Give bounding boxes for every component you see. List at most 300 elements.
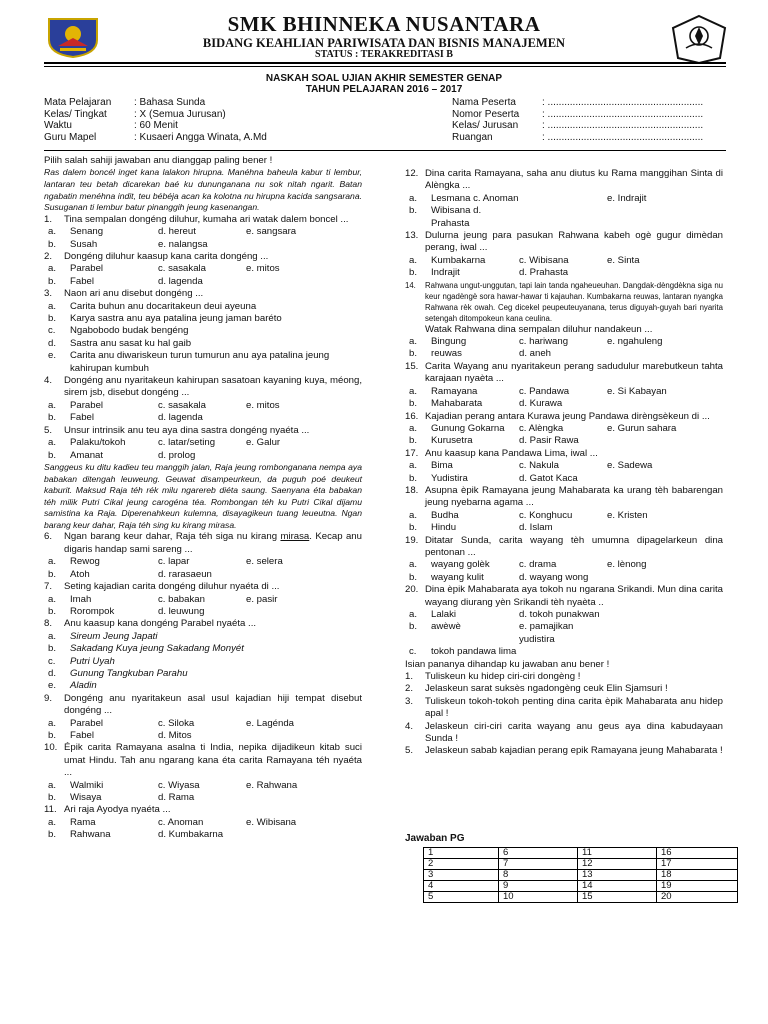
answer-grid-row (424, 848, 738, 859)
answer-option[interactable]: Gunung Gokarna (431, 422, 505, 434)
question-text: Dina èpik Mahabarata aya tokoh nu ngarana Srikandi. Mun dina carita wayang diurang yèn Srikandi tèh nyaèta .. (425, 584, 723, 608)
info-label: Guru Mapel (44, 131, 97, 143)
answer-option[interactable]: b. (409, 205, 418, 217)
answer-option[interactable]: Parabel (70, 399, 104, 411)
answer-option[interactable] (44, 656, 362, 668)
answer-option[interactable]: Wisaya (70, 792, 102, 803)
answer-option[interactable]: d. tokoh punakwan (519, 609, 600, 620)
answer-option[interactable] (246, 829, 362, 841)
reading-passage: Sanggeus ku ditu kadieu teu manggih jalan, Raja jeung rombonganana nempa aya babakan ditengah leuweung. Geuwat disampeurkeun, da puguh poé deukeut kaburit. Maksud Raja téh rék milu ngarereb diéta saung. Saenyana éta babakan téh milik Putri Cikal jeung carogéna téa. Rombongan téh ku Putri Cikal dijamu samistina ka Raja. Diperenahkeun kulemna, disayagikeun tuang leueutna. Ngan barang keur dahar, Raja téh sing ku kirang mirasa. (44, 461, 362, 530)
question-number: 11. (44, 804, 57, 816)
answer-options (405, 510, 723, 535)
question-text: Tina sempalan dongéng diluhur, kumaha ari watak dalem boncel ... (64, 213, 349, 225)
answer-option[interactable] (607, 205, 723, 230)
answer-option[interactable] (44, 643, 362, 655)
question-text: Tuliskeun ku hidep ciri-ciri dongèng ! (425, 671, 581, 683)
answer-options (44, 594, 362, 619)
answer-option[interactable]: e. Wibisana (246, 816, 297, 828)
answer-option[interactable]: a. (409, 192, 418, 204)
answer-option[interactable]: Fabel (70, 729, 94, 741)
answer-option[interactable]: c. Wibisana (519, 254, 569, 266)
answer-option[interactable]: Bingung (431, 336, 467, 348)
option-text: Carita buhun anu docaritakeun deui ayeuna (70, 300, 257, 312)
answer-option[interactable] (44, 301, 362, 313)
answer-option[interactable] (246, 450, 362, 462)
answer-option[interactable]: b. (409, 472, 418, 484)
info-row (44, 97, 267, 109)
answer-option[interactable]: e. Galur (246, 437, 281, 449)
answer-option[interactable]: Wibisana d. Prahasta (431, 205, 482, 229)
answer-option[interactable]: a. (48, 556, 57, 568)
answer-option[interactable]: b. (409, 435, 418, 447)
answer-cell[interactable]: 11 (578, 848, 657, 859)
answer-option[interactable]: Susah (70, 238, 98, 250)
answer-option[interactable]: d. hereut (158, 226, 196, 238)
answer-option[interactable]: e. pamajikan yudistira (519, 621, 574, 645)
answer-option[interactable]: Hindu (431, 522, 457, 534)
answer-option[interactable]: a. (409, 509, 418, 521)
answer-option[interactable] (44, 680, 362, 692)
answer-option[interactable]: e. Indrajit (607, 192, 647, 204)
answer-option[interactable] (246, 276, 362, 288)
answer-option[interactable]: c. drama (519, 559, 557, 571)
info-value: : ........................................................ (542, 120, 704, 132)
answer-option[interactable] (607, 398, 723, 410)
answer-option[interactable]: d. Rama (158, 792, 195, 803)
answer-option[interactable]: d. wayang wong (519, 571, 589, 583)
answer-option[interactable]: e. Rahwana (246, 779, 298, 791)
answer-option[interactable]: a. (409, 254, 418, 266)
answer-option[interactable]: e. Kristen (607, 509, 648, 521)
answer-option[interactable]: c. Wiyasa (158, 779, 200, 791)
answer-cell[interactable]: 20 (657, 892, 738, 903)
question (405, 361, 723, 411)
answer-option[interactable]: c. (409, 646, 417, 658)
answer-option[interactable]: Rorompok (70, 605, 115, 617)
question-text: Kajadian perang antara Kurawa jeung Pandawa dirèngsèkeun di ... (425, 410, 710, 422)
answer-options (405, 460, 723, 485)
question-number: 5. (405, 745, 414, 757)
answer-option[interactable]: a. (48, 816, 57, 828)
answer-option[interactable]: Yudistira (431, 472, 468, 484)
question-text: Ngan barang keur dahar, Raja téh siga nu kirang mirasa. Kecap anu digaris handap sami sareng ... (64, 531, 362, 555)
option-letter: a. (48, 630, 57, 642)
school-name: SMK BHINNEKA NUSANTARA (227, 12, 541, 36)
answer-option[interactable]: d. Kurawa (519, 398, 563, 410)
answer-option[interactable]: a. (409, 460, 418, 472)
answer-option[interactable]: Walmiki (70, 779, 104, 791)
answer-option[interactable] (246, 730, 362, 742)
header-rule (44, 62, 726, 64)
answer-option[interactable]: a. (409, 422, 418, 434)
question-text: Ditatar Sunda, carita wayang tèh umumna dipagelarkeun dina pentonan ... (425, 534, 723, 558)
answer-option[interactable]: c. Nakula (519, 460, 559, 472)
option-text: Sastra anu sasat ku hal gaib (70, 337, 192, 349)
accreditation-status: STATUS : TERAKREDITASI B (315, 49, 453, 60)
answer-option[interactable] (607, 473, 723, 485)
answer-grid-row (424, 859, 738, 870)
question-number: 2. (44, 251, 53, 262)
question-number: 10. (44, 742, 58, 754)
essay-instruction: Isian pananya dihandap ku jawaban anu bener ! (405, 658, 610, 670)
question-number: 20. (405, 584, 419, 596)
answer-option[interactable]: b. (409, 621, 418, 633)
answer-option[interactable] (44, 313, 362, 325)
answer-option[interactable] (607, 267, 723, 279)
answer-option[interactable]: d. Prahasta (519, 267, 569, 279)
answer-option[interactable]: Bima (431, 460, 453, 472)
info-value: : ........................................................ (542, 108, 704, 120)
info-label: Kelas/ Tingkat (44, 108, 107, 120)
question (405, 230, 723, 280)
answer-option[interactable]: e. nalangsa (158, 238, 208, 250)
question (405, 280, 723, 361)
info-row (452, 132, 703, 144)
answer-option[interactable] (519, 205, 607, 230)
instruction: Pilih salah sahiji jawaban anu dianggap paling bener ! (44, 155, 273, 166)
answer-cell[interactable]: 8 (499, 870, 578, 881)
answer-option[interactable]: d. Islam (519, 522, 553, 534)
questions-right-column (405, 168, 723, 758)
answer-option[interactable]: Rewog (70, 556, 100, 568)
info-value: : X (Semua Jurusan) (134, 108, 226, 120)
question (44, 214, 362, 251)
question-number: 4. (44, 375, 53, 387)
answer-option[interactable]: Imah (70, 593, 92, 605)
answer-options (405, 193, 723, 230)
answer-options (44, 437, 362, 462)
answer-cell[interactable]: 5 (424, 892, 499, 903)
answer-option[interactable]: a. (409, 559, 418, 571)
answer-option[interactable]: e. sangsara (246, 226, 297, 238)
answer-option[interactable]: d. lagenda (158, 275, 203, 287)
question-text: Jelaskeun sarat suksès ngadongèng ceuk Elin Sjamsuri ! (425, 683, 668, 695)
answer-option[interactable]: b. (409, 571, 418, 583)
answer-option[interactable] (44, 668, 362, 680)
tut-wuri-handayani-icon (670, 14, 728, 64)
answer-option[interactable]: b. (48, 829, 57, 841)
answer-option[interactable]: Indrajit (431, 267, 460, 279)
answer-cell[interactable]: 18 (657, 870, 738, 881)
answer-grid-row (424, 881, 738, 892)
answer-option[interactable] (607, 435, 723, 447)
question-number: 6. (44, 531, 53, 543)
answer-cell[interactable]: 19 (657, 881, 738, 892)
exam-year: TAHUN PELAJARAN 2016 – 2017 (305, 84, 463, 95)
answer-options (44, 263, 362, 288)
question (405, 485, 723, 535)
answer-option[interactable] (607, 572, 723, 584)
answer-cell[interactable]: 17 (657, 859, 738, 870)
answer-cell[interactable]: 9 (499, 881, 578, 892)
answer-grid-row (424, 892, 738, 903)
question-number: 17. (405, 447, 419, 459)
answer-option[interactable]: e. mitos (246, 399, 280, 411)
question-text: Épik carita Ramayana asalna ti India, nepika dijadikeun kitab suci umat Hindu. Tah anu ngarang kana éta carita Ramayana téh nyaéta ... (64, 742, 362, 779)
answer-option[interactable]: Mahabarata (431, 398, 483, 410)
answer-cell[interactable]: 15 (578, 892, 657, 903)
answer-option[interactable]: b. (48, 568, 57, 580)
answer-option[interactable]: tokoh pandawa lima (431, 646, 517, 658)
question (44, 742, 362, 804)
answer-option[interactable]: e. Si Kabayan (607, 385, 667, 397)
option-letter: d. (48, 337, 57, 349)
answer-cell[interactable]: 1 (424, 848, 499, 859)
answer-option[interactable]: a. (48, 717, 57, 729)
option-text: Aladin (70, 680, 97, 692)
department-name: BIDANG KEAHLIAN PARIWISATA DAN BISNIS MANAJEMEN (202, 36, 566, 50)
answer-option[interactable]: c. lapar (158, 556, 190, 568)
answer-option[interactable] (607, 348, 723, 360)
answer-option[interactable] (246, 792, 362, 804)
answer-option[interactable]: Fabel (70, 412, 94, 424)
info-row (44, 120, 267, 132)
answer-option[interactable]: reuwas (431, 348, 462, 360)
question-text: Ari raja Ayodya nyaéta ... (64, 804, 171, 816)
answer-option[interactable]: a. (48, 779, 57, 791)
info-label: Ruangan (452, 131, 493, 143)
option-letter: d. (48, 667, 57, 679)
question (44, 804, 362, 841)
answer-option[interactable] (246, 606, 362, 618)
answer-option[interactable]: b. (409, 267, 418, 279)
question-number: 14. (405, 280, 416, 290)
info-row (452, 97, 703, 109)
answer-cell[interactable]: 6 (499, 848, 578, 859)
answer-option[interactable]: e. lènong (607, 559, 647, 571)
question-prompt: Watak Rahwana dina sempalan diluhur nandakeun ... (425, 323, 653, 335)
question (405, 535, 723, 585)
question (405, 411, 723, 448)
option-text: Carita anu diwariskeun turun tumurun anu aya patalina jeung kahirupan kumbuh (70, 350, 330, 374)
answer-option[interactable]: b. (409, 522, 418, 534)
answer-options (44, 817, 362, 842)
answer-option[interactable]: b. (48, 605, 57, 617)
answer-grid-row (424, 870, 738, 881)
answer-option[interactable]: d. prolog (158, 449, 196, 461)
essay-question (405, 696, 723, 721)
question-text: Rahwana ungut-unggutan, tapi lain tanda ngaheueuhan. Dangdak-dèngdèkna siga nu keur ngadèngè sora hawar-hawar ti kajauhan. Kumbakarna reuwas, lantaran nyangka Rahwana rèk owah. Ceg dicekel peupeuteuyanana, terus diguyah-guyah bari nyarita setengah ditompokeun kana ceulina. (425, 280, 723, 323)
answer-option[interactable] (246, 569, 362, 581)
answer-cell[interactable]: 16 (657, 848, 738, 859)
question-number: 13. (405, 230, 419, 242)
answer-option[interactable]: wayang golèk (431, 559, 490, 571)
answer-option[interactable]: d. Gatot Kaca (519, 472, 578, 484)
answer-option[interactable]: Amanat (70, 449, 104, 461)
question-number: 15. (405, 360, 419, 372)
option-text: Sakadang Kuya jeung Sakadang Monyét (70, 643, 244, 655)
answer-option[interactable]: a. (48, 593, 57, 605)
question-text: Carita Wayang anu nyaritakeun perang sadudulur marebutkeun tahta karajaan nyaèta ... (425, 360, 723, 385)
question-number: 8. (44, 618, 53, 630)
answer-option[interactable]: d. leuwung (158, 605, 205, 617)
answer-option[interactable]: Lesmana c. Anoman (431, 192, 519, 204)
answer-option[interactable]: Parabel (70, 263, 104, 275)
answer-option[interactable]: c. sasakala (158, 399, 206, 411)
info-value: : 60 Menit (134, 120, 178, 132)
option-text: Karya sastra anu aya patalina jeung jaman baréto (70, 313, 282, 325)
answer-option[interactable]: e. selera (246, 556, 283, 568)
answer-option[interactable]: a. (48, 399, 57, 411)
answer-option[interactable]: b. (48, 792, 57, 803)
info-label: Waktu (44, 120, 72, 132)
essay-list (405, 671, 723, 758)
answer-option[interactable]: a. (409, 609, 418, 620)
question-number: 12. (405, 168, 419, 179)
question-number: 16. (405, 410, 419, 422)
answer-cell[interactable]: 4 (424, 881, 499, 892)
answer-option[interactable]: a. (48, 226, 57, 238)
answer-options (44, 226, 362, 251)
question (44, 375, 362, 425)
answer-options (405, 609, 723, 659)
question-text: Jelaskeun sabab kajadian perang epik Ramayana jeung Mahabarata ! (425, 745, 723, 757)
answer-option[interactable]: e. Sinta (607, 254, 640, 266)
answer-option[interactable]: a. (48, 263, 57, 275)
question-text: Tuliskeun tokoh-tokoh penting dina carita èpik Mahabarata anu hidep apal ! (425, 695, 723, 720)
answer-option[interactable]: c. Siloka (158, 717, 195, 729)
info-value: : Kusaeri Angga Winata, A.Md (134, 131, 267, 143)
answer-option[interactable]: d. Pasir Rawa (519, 435, 579, 447)
answer-option[interactable]: awèwè (431, 621, 461, 633)
answer-cell[interactable]: 12 (578, 859, 657, 870)
answer-option[interactable]: b. (409, 398, 418, 410)
option-letter: c. (48, 325, 56, 337)
answer-option[interactable]: a. (409, 385, 418, 397)
answer-option[interactable]: b. (48, 275, 57, 287)
question-number: 19. (405, 534, 419, 546)
answer-option[interactable]: e. mitos (246, 263, 280, 275)
answer-option[interactable]: e. Sadewa (607, 460, 653, 472)
question-text: Seting kajadian carita dongéng diluhur nyaéta di ... (64, 581, 280, 593)
answer-option[interactable]: Kurusetra (431, 435, 473, 447)
answer-option[interactable]: b. (48, 729, 57, 741)
answer-option[interactable]: e. Gurun sahara (607, 422, 677, 434)
answer-option[interactable]: Rama (70, 816, 96, 828)
answer-option[interactable]: c. sasakala (158, 263, 206, 275)
answer-option[interactable] (607, 621, 723, 646)
answer-option[interactable]: c. Alèngka (519, 422, 564, 434)
info-row (44, 109, 267, 121)
answer-option[interactable] (607, 522, 723, 534)
answer-option[interactable]: Rahwana (70, 829, 111, 841)
answer-option[interactable]: d. rarasaeun (158, 568, 212, 580)
essay-question (405, 671, 723, 683)
option-letter: b. (48, 643, 57, 655)
answer-options (405, 255, 723, 280)
exam-title: NASKAH SOAL UJIAN AKHIR SEMESTER GENAP (265, 73, 503, 84)
answer-option[interactable]: c. babakan (158, 593, 205, 605)
question (44, 693, 362, 743)
option-letter: b. (48, 313, 57, 325)
answer-option[interactable] (246, 412, 362, 424)
option-text: Putri Uyah (70, 655, 115, 667)
question-number: 9. (44, 692, 53, 704)
question (44, 251, 362, 288)
questions-left-column (44, 155, 362, 842)
question-text: Unsur intrinsik anu teu aya dina sastra dongéng nyaéta ... (64, 424, 310, 436)
answer-grid-title: Jawaban PG (405, 833, 465, 844)
answer-cell[interactable]: 7 (499, 859, 578, 870)
essay-question (405, 683, 723, 695)
question-text: Naon ari anu disebut dongéng ... (64, 288, 204, 300)
question (44, 531, 362, 581)
answer-option[interactable]: d. Mitos (158, 729, 192, 741)
answer-option[interactable] (607, 609, 723, 621)
answer-option[interactable]: c. latar/seting (158, 437, 216, 449)
answer-option[interactable]: b. (48, 238, 57, 250)
info-label: Nama Peserta (452, 97, 516, 108)
answer-cell[interactable]: 2 (424, 859, 499, 870)
option-text: Sireum Jeung Japati (70, 630, 158, 642)
answer-option[interactable]: Palaku/tokoh (70, 437, 126, 449)
answer-option[interactable]: d. Kumbakarna (158, 829, 224, 841)
answer-option[interactable] (607, 646, 723, 658)
question-number: 2. (405, 683, 414, 695)
answer-option[interactable] (44, 325, 362, 337)
question-number: 18. (405, 484, 419, 496)
answer-option[interactable]: c. Konghucu (519, 509, 573, 521)
answer-option[interactable]: Kumbakarna (431, 254, 486, 266)
answer-option[interactable]: d. lagenda (158, 412, 203, 424)
answer-option[interactable]: e. Lagénda (246, 717, 295, 729)
answer-option[interactable] (519, 646, 607, 658)
answer-option[interactable]: c. Anoman (158, 816, 204, 828)
question-number: 1. (44, 213, 53, 225)
answer-option[interactable]: e. ngahuleng (607, 336, 663, 348)
answer-option[interactable] (44, 631, 362, 643)
answer-option[interactable]: b. (48, 449, 57, 461)
question-number: 3. (44, 288, 53, 300)
question-text: Jelaskeun ciri-ciri carita wayang anu geus aya dina kabudayaan Sunda ! (425, 720, 723, 745)
question-number: 4. (405, 720, 414, 732)
answer-option[interactable]: wayang kulit (431, 571, 484, 583)
info-value: : ........................................................ (542, 131, 704, 143)
answer-cell[interactable]: 13 (578, 870, 657, 881)
answer-option[interactable]: c. hariwang (519, 336, 569, 348)
info-label: Mata Pelajaran (44, 97, 112, 108)
answer-option[interactable] (519, 193, 607, 205)
answer-option[interactable]: a. (48, 437, 57, 449)
answer-option[interactable]: Parabel (70, 717, 104, 729)
answer-option[interactable]: Lalaki (431, 609, 457, 620)
answer-cell[interactable]: 14 (578, 881, 657, 892)
answer-option[interactable]: a. (409, 336, 418, 348)
answer-option[interactable]: d. aneh (519, 348, 552, 360)
question (44, 581, 362, 618)
answer-option[interactable]: Budha (431, 509, 459, 521)
answer-option[interactable]: Ramayana (431, 385, 478, 397)
answer-option[interactable]: Atoh (70, 568, 90, 580)
answer-option[interactable]: e. pasir (246, 593, 278, 605)
answer-option[interactable]: Fabel (70, 275, 94, 287)
question-number: 5. (44, 424, 53, 436)
info-value: : Bahasa Sunda (134, 97, 206, 108)
info-rule (44, 150, 726, 151)
answer-option[interactable]: b. (48, 412, 57, 424)
answer-option[interactable] (246, 239, 362, 251)
answer-option[interactable] (44, 350, 362, 375)
answer-option[interactable]: Senang (70, 226, 104, 238)
answer-option[interactable]: b. (409, 348, 418, 360)
answer-option[interactable]: c. Pandawa (519, 385, 570, 397)
option-letter: e. (48, 680, 57, 692)
answer-options (44, 718, 362, 743)
question (44, 288, 362, 375)
answer-cell[interactable]: 3 (424, 870, 499, 881)
answer-cell[interactable]: 10 (499, 892, 578, 903)
answer-option[interactable] (44, 338, 362, 350)
